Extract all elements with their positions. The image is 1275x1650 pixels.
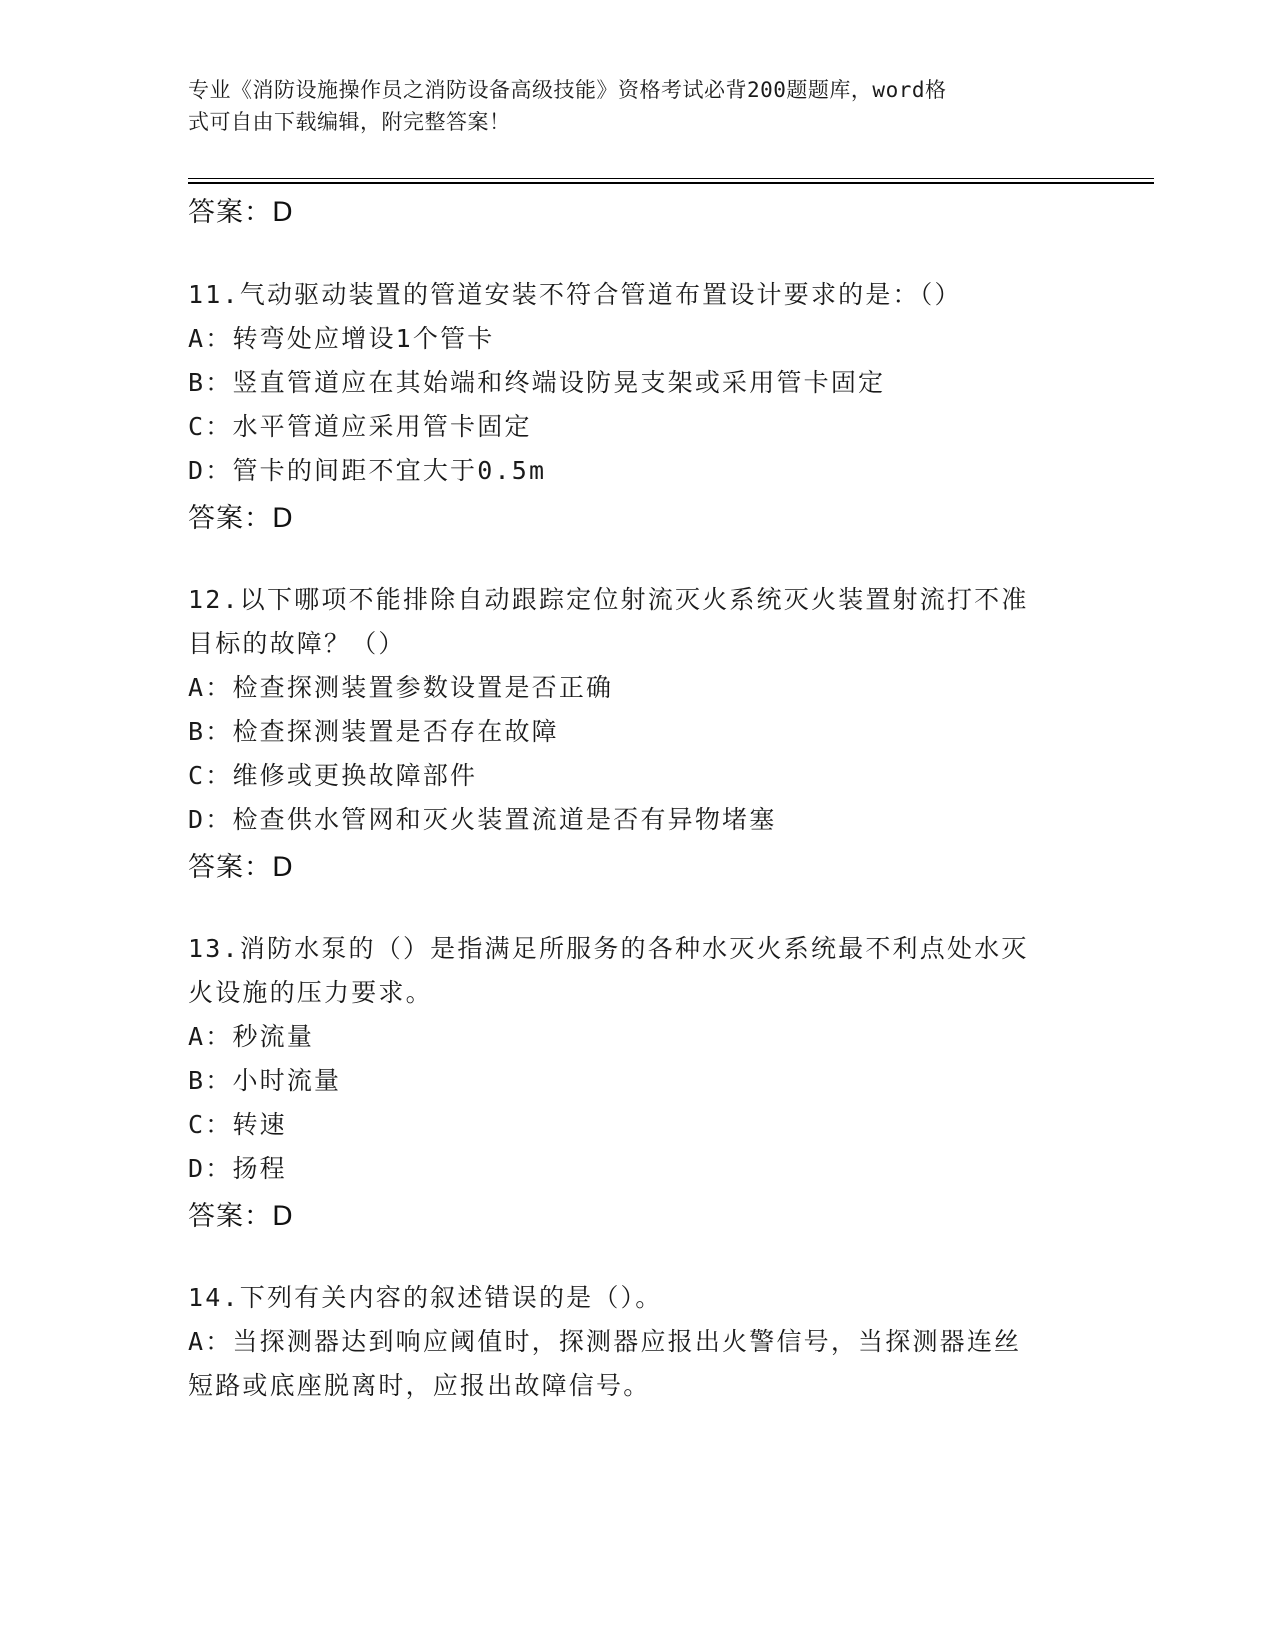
question-12-option-d: D：检查供水管网和灭火装置流道是否有异物堵塞 [188,805,777,834]
header-line-1: 专业《消防设施操作员之消防设备高级技能》资格考试必背200题题库，word格 [188,78,947,102]
question-13-option-a: A：秒流量 [188,1022,315,1051]
header-line-2: 式可自由下载编辑，附完整答案！ [188,110,511,134]
header-rule-thin [188,178,1154,179]
question-11-option-b: B：竖直管道应在其始端和终端设防晃支架或采用管卡固定 [188,368,886,397]
question-13-stem-line-1: 13.消防水泵的（）是指满足所服务的各种水灭火系统最不利点处水灭 [188,934,1029,963]
question-13-stem-line-2: 火设施的压力要求。 [188,978,433,1007]
question-12-stem-line-1: 12.以下哪项不能排除自动跟踪定位射流灭火系统灭火装置射流打不准 [188,585,1029,614]
question-14-option-a-line-1: A：当探测器达到响应阈值时，探测器应报出火警信号，当探测器连丝 [188,1327,1022,1356]
question-13-option-c: C：转速 [188,1110,287,1139]
question-11-stem: 11.气动驱动装置的管道安装不符合管道布置设计要求的是：（） [188,280,962,309]
answer-q12: 答案：D [188,852,294,883]
question-11-option-c: C：水平管道应采用管卡固定 [188,412,532,441]
question-13-option-d: D：扬程 [188,1154,287,1183]
question-11-option-d: D：管卡的间距不宜大于0.5m [188,456,547,485]
answer-q10: 答案：D [188,197,294,228]
question-14-option-a-line-2: 短路或底座脱离时，应报出故障信号。 [188,1371,651,1400]
question-12-stem-line-2: 目标的故障？（） [188,629,406,658]
answer-q13: 答案：D [188,1201,294,1232]
document-header [188,74,1068,138]
question-14-stem: 14.下列有关内容的叙述错误的是（）。 [188,1283,663,1312]
question-13-option-b: B：小时流量 [188,1066,342,1095]
header-rule-thick [188,182,1154,184]
question-12-option-a: A：检查探测装置参数设置是否正确 [188,673,614,702]
question-12-option-c: C：维修或更换故障部件 [188,761,478,790]
question-12-option-b: B：检查探测装置是否存在故障 [188,717,559,746]
answer-q11: 答案：D [188,503,294,534]
question-11-option-a: A：转弯处应增设1个管卡 [188,324,495,353]
